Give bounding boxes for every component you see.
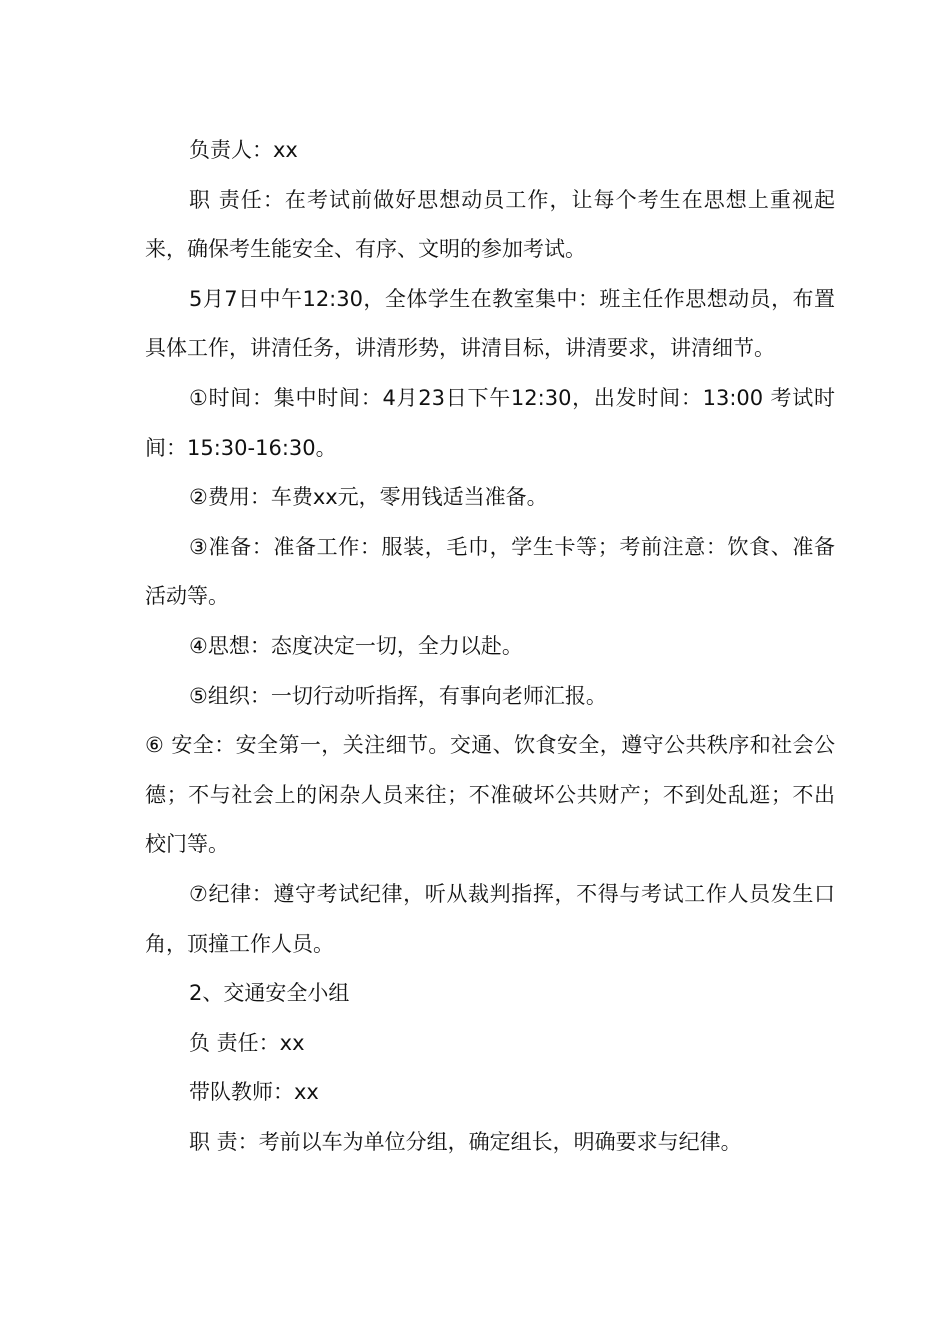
paragraph-time: ①时间：集中时间：4月23日下午12:30，出发时间：13:00 考试时间：15:30-16:30。 bbox=[145, 385, 835, 460]
paragraph-traffic-person-in-charge: 负 责任：xx bbox=[189, 1030, 305, 1055]
paragraph-traffic-responsibility: 职 责：考前以车为单位分组，确定组长，明确要求与纪律。 bbox=[189, 1129, 742, 1154]
paragraph-organization: ⑤组织：一切行动听指挥，有事向老师汇报。 bbox=[189, 683, 607, 708]
paragraph-discipline: ⑦纪律：遵守考试纪律，听从裁判指挥，不得与考试工作人员发生口角，顶撞工作人员。 bbox=[145, 881, 835, 956]
paragraph-lead-teacher: 带队教师：xx bbox=[189, 1080, 319, 1105]
paragraph-person-in-charge: 负责人：xx bbox=[189, 138, 298, 162]
paragraph-safety: ⑥ 安全：安全第一，关注细节。交通、饮食安全，遵守公共秩序和社会公德；不与社会上的闲杂人员来往；不准破坏公共财产；不到处乱逛；不出校门等。 bbox=[145, 733, 835, 857]
paragraph-assembly: 5月7日中午12:30，全体学生在教室集中：班主任作思想动员，布置具体工作，讲清任务，讲清形势，讲清目标，讲清要求，讲清细节。 bbox=[145, 286, 835, 361]
paragraph-mindset: ④思想：态度决定一切，全力以赴。 bbox=[189, 633, 523, 658]
document-body bbox=[145, 126, 835, 1167]
paragraph-responsibility: 职 责任：在考试前做好思想动员工作，让每个考生在思想上重视起来，确保考生能安全、有序、文明的参加考试。 bbox=[145, 187, 835, 262]
paragraph-preparation: ③准备：准备工作：服装，毛巾，学生卡等；考前注意：饮食、准备活动等。 bbox=[145, 534, 835, 609]
paragraph-traffic-group-heading: 2、交通安全小组 bbox=[189, 981, 350, 1006]
paragraph-cost: ②费用：车费xx元，零用钱适当准备。 bbox=[189, 485, 548, 510]
